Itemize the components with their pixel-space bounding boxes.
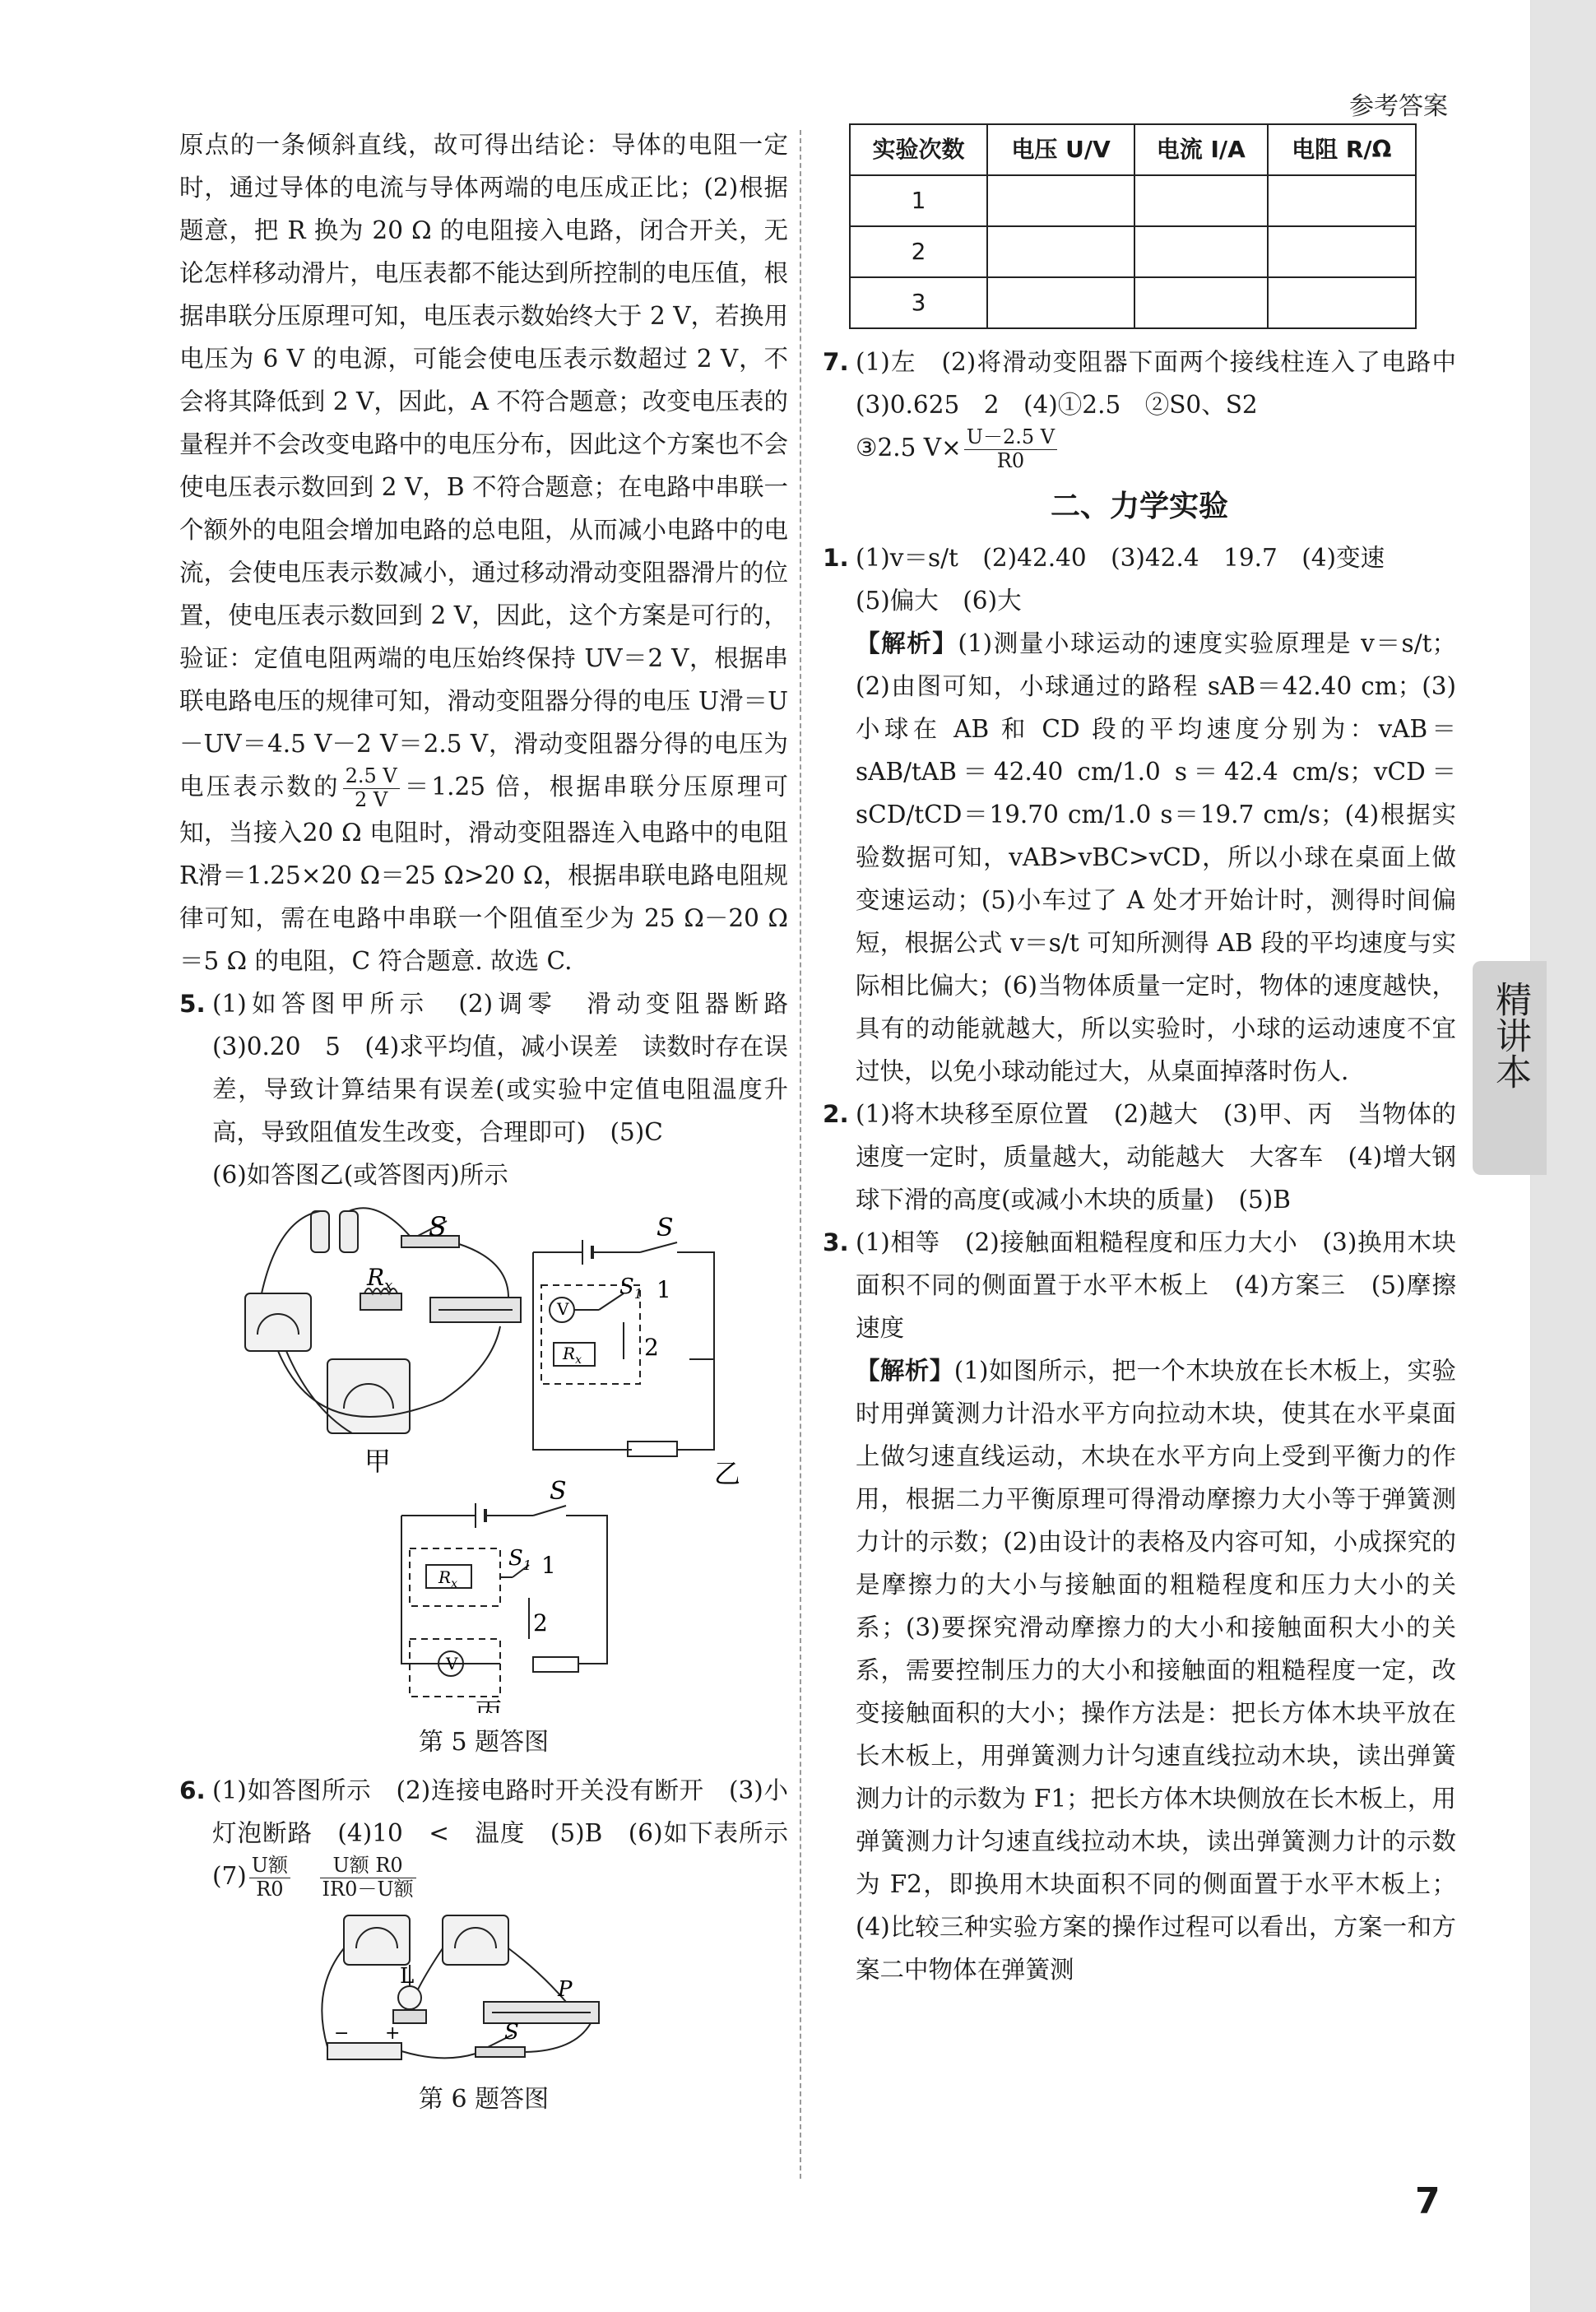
answer-m3 <box>823 1221 1481 1349</box>
analysis-m3 <box>823 1349 1456 1991</box>
question-number: 5. <box>179 990 206 1019</box>
figure-q5 <box>229 1203 739 1713</box>
side-tab <box>1473 961 1547 1175</box>
label-rx-bing: $R_x$ <box>438 1567 457 1591</box>
fraction-numerator: U额 R0 <box>320 1855 416 1878</box>
analysis-m1 <box>823 622 1456 1093</box>
figure-q5-caption: 第 5 题答图 <box>418 1728 550 1757</box>
side-tab-label: 精讲本 <box>1489 981 1531 1089</box>
circuit-yi <box>533 1240 714 1456</box>
q7-text: (1)左 (2)将滑动变阻器下面两个接线柱连入了电路中 (3)0.625 2 (4)①2.5 ②S0、S2 <box>856 348 1481 419</box>
table-cell: 3 <box>850 277 987 328</box>
label-p: P <box>558 1977 573 2003</box>
table-header: 实验次数 <box>850 124 987 175</box>
table-cell <box>1268 226 1417 277</box>
table-header: 电压 U/V <box>987 124 1134 175</box>
label-s1-bing: $S_1$ <box>508 1546 531 1574</box>
answer-q4-continuation <box>179 123 788 982</box>
q6-fraction-2 <box>320 1855 416 1901</box>
header-title: 参考答案 <box>1349 92 1448 121</box>
m1-text-a: (1)v＝s/t (2)42.40 (3)42.4 19.7 (4)变速 <box>856 544 1385 573</box>
fraction-denominator: IR0－U额 <box>322 1877 414 1901</box>
m2-text: (1)将木块移至原位置 (2)越大 (3)甲、丙 当物体的速度一定时，质量越大，动能越大 大客车 (4)增大钢球下滑的高度(或减小木块的质量) (5)B <box>856 1100 1456 1214</box>
label-2-yi: 2 <box>644 1334 659 1362</box>
section-title-mechanics: 二、力学实验 <box>1050 490 1228 524</box>
table-cell: 2 <box>850 226 987 277</box>
q4-body-text: 原点的一条倾斜直线，故可得出结论：导体的电阻一定时，通过导体的电流与导体两端的电压成正比；(2)根据题意，把 R 换为 20 Ω 的电阻接入电路，闭合开关，无论怎样移动滑片，电压表都不能达到所控制的电压值，根据串联分压原理可知，电压表示数始终大于 2 V，若换用电压为 6 V 的电源，可能会使电压表示数超过 2 V，不会将其降低到 2 V，因此，A 不符合题意；改变电压表的量程并不会改变电路中的电压分布，因此这个方案也不会使电压表示数回到 2 V，B 不符合题意；在电路中串联一个额外的电阻会增加电路的总电阻，从而减小电路中的电流，会使电压表示数减小，通过移动滑动变阻器滑片的位置，使电压表示数回到 2 V，因此，这个方案是可行的，验证：定值电阻两端的电压始终保持 UV＝2 V，根据串联电路电压的规律可知，滑动变阻器分得的电压 U滑＝U－UV＝4.5 V－2 V＝2.5 V，滑动变阻器分得的电压为电压表 <box>179 131 788 801</box>
table-cell <box>987 226 1134 277</box>
table-cell <box>1268 277 1417 328</box>
data-table <box>849 123 1417 329</box>
table-cell <box>1134 175 1267 226</box>
label-v-yi: V <box>557 1299 569 1320</box>
table-header: 电流 I/A <box>1134 124 1267 175</box>
question-number: 6. <box>179 1776 206 1805</box>
analysis-label: 【解析】 <box>856 1357 954 1386</box>
table-row <box>850 277 1416 328</box>
label-1-yi: 1 <box>656 1276 671 1304</box>
circuit-bing <box>401 1503 607 1697</box>
figure-q6-caption: 第 6 题答图 <box>418 2085 550 2115</box>
label-2-bing: 2 <box>533 1609 548 1637</box>
q6-fraction-1 <box>249 1855 290 1901</box>
label-rx-yi: $R_x$ <box>563 1344 582 1367</box>
ratio-fraction <box>343 765 400 811</box>
table-cell <box>1134 226 1267 277</box>
label-rx: $R_x$ <box>367 1264 393 1295</box>
table-cell <box>987 277 1134 328</box>
answer-q7 <box>823 341 1481 426</box>
table-cell <box>1268 175 1417 226</box>
analysis-label: 【解析】 <box>856 629 958 658</box>
m3-analysis-text: (1)如图所示，把一个木块放在长木板上，实验时用弹簧测力计沿水平方向拉动木块，使其在水平桌面上做匀速直线运动，木块在水平方向上受到平衡力的作用，根据二力平衡原理可得滑动摩擦力大小等于弹簧测力计的示数；(2)由设计的表格及内容可知，小成探究的是摩擦力的大小与接触面的粗糙程度和压力大小的关系；(3)要探究滑动摩擦力的大小和接触面积大小的关系，需要控制压力的大小和接触面的粗糙程度一定，改变接触面积的大小；操作方法是：把长方体木块平放在长木板上，用弹簧测力计匀速直线拉动木块，读出弹簧测力计的示数为 F1；把长方体木块侧放在长木板上，用弹簧测力计匀速直线拉动木块，读出弹簧测力计的示数为 F2，即换用木块面积不同的侧面置于水平木板上；(4)比较三种实验方案的操作过程可以看出，方案一和方案二中物体在弹簧测 <box>856 1357 1456 1985</box>
label-bing: 丙 <box>476 1697 503 1714</box>
figure-q6 <box>295 1907 673 2072</box>
label-1-bing: 1 <box>541 1552 556 1580</box>
answer-q5-part6: (6)如答图乙(或答图丙)所示 <box>212 1161 508 1190</box>
fraction-numerator: U－2.5 V <box>964 426 1057 450</box>
label-plus: + <box>385 2023 401 2045</box>
ratio-post-text: ＝1.25 倍，根据串联分压原理可知，当接入20 Ω 电阻时，滑动变阻器连入电路中的电阻 R滑＝1.25×20 Ω＝25 Ω>20 Ω，根据串联电路电阻规律可知，需在电路中串联一个阻值至少为 25 Ω－20 Ω＝5 Ω 的电阻，C 符合题意. 故选 C. <box>179 773 788 976</box>
label-switch-s: S <box>429 1211 447 1243</box>
circuit-diagrams-q5 <box>229 1203 739 1713</box>
label-s-bing: S <box>550 1477 567 1507</box>
table-row <box>850 226 1416 277</box>
fraction-denominator: R0 <box>256 1877 284 1901</box>
q5-text: (1)如答图甲所示 (2)调零 滑动变阻器断路 (3)0.20 5 (4)求平均值，减小误差 读数时存在误差，导致计算结果有误差(或实验中定值电阻温度升高，导致阻值发生改变，合理即可) (5)C <box>212 990 813 1147</box>
fraction-denominator: R0 <box>996 448 1025 472</box>
answer-m1 <box>823 536 1456 579</box>
ratio-pre-text: 示数的 <box>259 773 341 801</box>
label-jia: 甲 <box>364 1446 392 1478</box>
question-number: 3. <box>823 1228 849 1257</box>
m1-analysis-text: (1)测量小球运动的速度实验原理是 v＝s/t；(2)由图可知，小球通过的路程 sAB＝42.40 cm；(3)小球在 AB 和 CD 段的平均速度分别为：vAB＝sAB/tAB＝42.40 cm/1.0 s＝42.4 cm/s；vCD＝sCD/tCD＝19.70 cm/1.0 s＝19.7 cm/s；(4)根据实验数据可知，vAB>vBC>vCD，所以小球在桌面上做变速运动；(5)小车过了 A 处才开始计时，测得时间偏短，根据公式 v＝s/t 可知所测得 AB 段的平均速度与实际相比偏大；(6)当物体质量一定时，物体的速度越快，具有的动能就越大，所以实验时，小球的运动速度不宜过快，以免小球动能过大，从桌面掉落时伤人. <box>856 629 1456 1086</box>
table-row <box>850 175 1416 226</box>
circuit-diagram-q6 <box>295 1907 673 2072</box>
label-minus: − <box>334 2023 350 2045</box>
label-s-yi: S <box>656 1214 674 1243</box>
table-cell <box>987 175 1134 226</box>
left-column <box>179 123 813 2121</box>
m3-text: (1)相等 (2)接触面粗糙程度和压力大小 (3)换用木块面积不同的侧面置于水平木板上 (4)方案三 (5)摩擦 速度 <box>856 1228 1481 1343</box>
circuit-jia <box>245 1208 521 1433</box>
label-v-bing: V <box>446 1654 458 1674</box>
table-header: 电阻 R/Ω <box>1268 124 1417 175</box>
column-divider <box>800 130 801 2179</box>
right-column <box>823 123 1481 1991</box>
label-yi: 乙 <box>714 1458 739 1490</box>
fraction-denominator: 2 V <box>355 787 388 811</box>
question-number: 2. <box>823 1100 849 1129</box>
q7-fraction <box>964 426 1057 472</box>
label-l: L <box>400 1964 415 1989</box>
label-s1-yi: $S_1$ <box>619 1274 643 1302</box>
label-s-q6: S <box>504 2020 519 2045</box>
fraction-numerator: 2.5 V <box>343 765 400 789</box>
fraction-numerator: U额 <box>249 1855 290 1878</box>
page-number: 7 <box>1415 2180 1441 2222</box>
q7-formula-pre: ③2.5 V× <box>856 434 962 462</box>
q6-text: (1)如答图所示 (2)连接电路时开关没有断开 (3)小灯泡断路 (4)10 < 温度 (5)B (6)如下表所示 (7) <box>212 1776 813 1891</box>
answer-q6 <box>179 1769 813 1901</box>
question-number: 1. <box>823 544 849 573</box>
table-cell: 1 <box>850 175 987 226</box>
answer-q5 <box>179 982 813 1154</box>
table-header-row <box>850 124 1416 175</box>
table-cell <box>1134 277 1267 328</box>
answer-m2 <box>823 1093 1456 1221</box>
answer-m1-b: (5)偏大 (6)大 <box>856 587 1022 615</box>
answer-q7-formula <box>823 426 1456 472</box>
question-number: 7. <box>823 348 849 376</box>
